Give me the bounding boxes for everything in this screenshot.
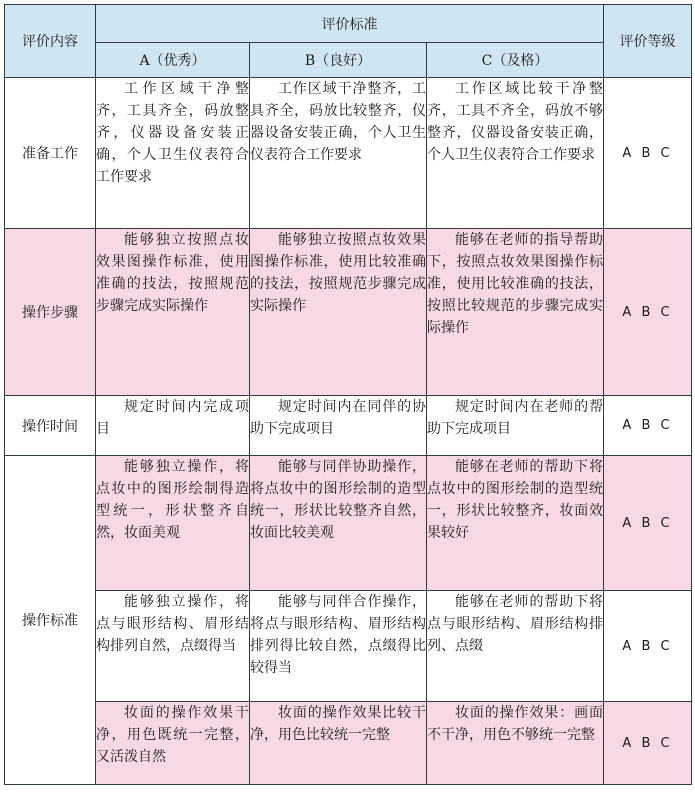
criterion-c: 规定时间内在老师的帮助下完成项目 [427,396,604,456]
grade-options: A B C [604,229,692,396]
table-row [5,702,692,785]
criterion-b: 规定时间内在同伴的协助下完成项目 [250,396,427,456]
header-level: 评价等级 [604,5,692,78]
criterion-c: 能够在老师的帮助下将点与眼形结构、眉形结构排列、点缀 [427,591,604,702]
criterion-c: 工作区域比较干净整齐，工具不齐全，码放不够整齐，仪器设备安装正确，个人卫生仪表符合工作要求 [427,78,604,229]
criterion-c: 妆面的操作效果：画面不干净，用色不够统一完整 [427,702,604,785]
criterion-a: 能够独立操作，将点妆中的图形绘制得造型统一，形状整齐自然，妆面美观 [96,456,250,591]
header-c: C（及格） [427,43,604,78]
header-content: 评价内容 [5,5,96,78]
criterion-b: 妆面的操作效果比较干净，用色比较统一完整 [250,702,427,785]
criterion-a: 能够独立操作，将点与眼形结构、眉形结构排列自然，点缀得当 [96,591,250,702]
row-category: 操作步骤 [5,229,96,396]
table-row [5,229,692,396]
criterion-b: 能够与同伴合作操作，将点与眼形结构、眉形结构排列得比较自然，点缀得比较得当 [250,591,427,702]
grade-options: A B C [604,396,692,456]
criterion-c: 能够在老师的指导帮助下，按照点妆效果图操作标准，使用比较准确的技法，按照比较规范的步骤完成实际操作 [427,229,604,396]
table-row [5,78,692,229]
header-row-2 [5,43,692,78]
criterion-b: 工作区域干净整齐，工具齐全，码放比较整齐，仪器设备安装正确，个人卫生仪表符合工作要求 [250,78,427,229]
grade-options: A B C [604,78,692,229]
table-row [5,396,692,456]
criterion-c: 能够在老师的帮助下将点妆中的图形绘制的造型统一，形状比较整齐，妆面效果较好 [427,456,604,591]
evaluation-table [4,4,692,785]
criterion-b: 能够独立按照点妆效果图操作标准，使用比较准确的技法，按照规范步骤完成实际操作 [250,229,427,396]
criterion-a: 妆面的操作效果干净，用色既统一完整，又活泼自然 [96,702,250,785]
grade-options: A B C [604,456,692,591]
grade-options: A B C [604,702,692,785]
table-row [5,591,692,702]
row-category: 准备工作 [5,78,96,229]
criterion-a: 工作区域干净整齐，工具齐全，码放整齐，仪器设备安装正确，个人卫生仪表符合工作要求 [96,78,250,229]
table-row [5,456,692,591]
header-standard: 评价标准 [96,5,604,43]
criterion-b: 能够与同伴协助操作，将点妆中的图形绘制的造型统一，形状比较整齐自然，妆面比较美观 [250,456,427,591]
header-a: A（优秀） [96,43,250,78]
header-b: B（良好） [250,43,427,78]
header-row-1 [5,5,692,43]
criterion-a: 能够独立按照点妆效果图操作标准，使用准确的技法，按照规范步骤完成实际操作 [96,229,250,396]
grade-options: A B C [604,591,692,702]
row-category: 操作标准 [5,456,96,785]
row-category: 操作时间 [5,396,96,456]
criterion-a: 规定时间内完成项目 [96,396,250,456]
